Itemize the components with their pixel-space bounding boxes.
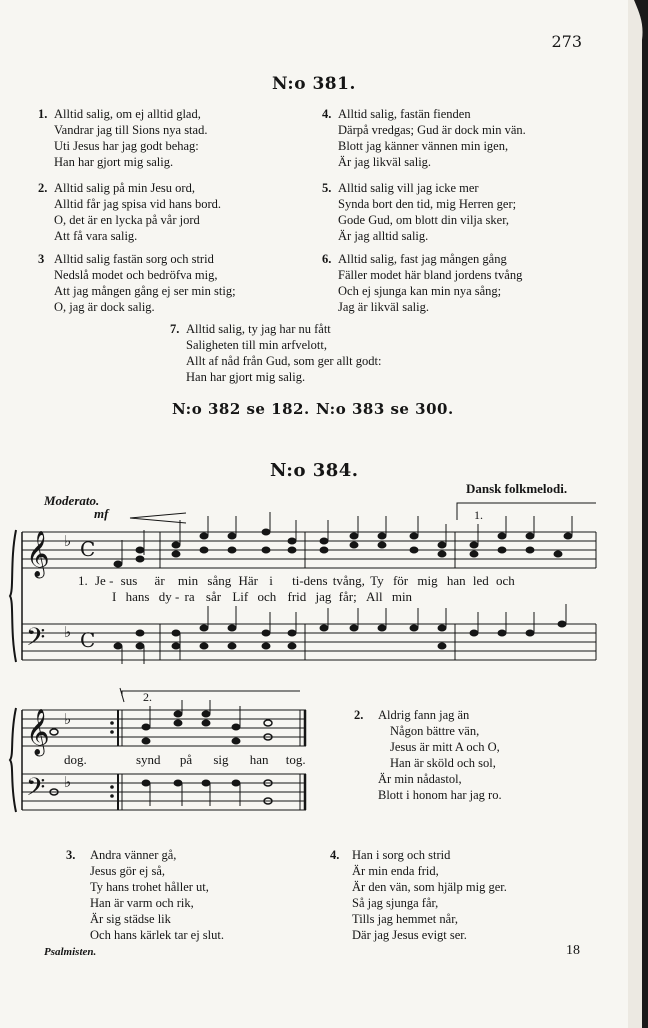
lyric-syllable: mig [417, 573, 438, 588]
verse-number: 3. [66, 848, 76, 862]
verse-line: Ty hans trohet håller ut, [90, 880, 209, 894]
svg-text:𝄞: 𝄞 [26, 531, 50, 577]
lyrics-line-3 [136, 752, 306, 768]
verse-line: Är sig städse lik [90, 912, 171, 926]
verse-line: Andra vänner gå, [90, 848, 177, 862]
verse-line: Synda bort den tid, mig Herren ger; [338, 197, 517, 211]
lyric-syllable: tvång, [332, 573, 365, 588]
verse-number: 1. [38, 107, 48, 121]
lyric-syllable: han [249, 752, 269, 767]
lyric-syllable: All [365, 589, 383, 604]
verse-line: Saligheten till min arfvelott, [186, 338, 327, 352]
lyric-syllable: 1. [78, 573, 88, 588]
volta-1-label: 1. [474, 508, 483, 522]
verse-line: Han är varm och rik, [90, 896, 194, 910]
verse-line: Han är sköld och sol, [390, 756, 496, 770]
lyric-syllable: ti- [292, 573, 304, 588]
footer-signature-number: 18 [566, 943, 580, 958]
verse-line: Aldrig fann jag än [378, 708, 470, 722]
lyric-syllable: ra [184, 589, 195, 604]
verse-line: Alltid salig, fastän fienden [338, 107, 471, 121]
hymn-381-title: N:o 381. [272, 74, 356, 94]
dynamic-marking: mf [94, 506, 109, 521]
reference-383: N:o 383 se 300. [316, 400, 454, 418]
svg-text:♭: ♭ [64, 773, 72, 791]
verse-line: Alltid salig, ty jag har nu fått [186, 322, 331, 336]
lyrics-line-2 [112, 589, 412, 605]
svg-text:𝄞: 𝄞 [26, 709, 50, 755]
svg-text:♭: ♭ [64, 623, 72, 641]
lyric-syllable: är [154, 573, 165, 588]
verse-line: Alltid salig på min Jesu ord, [54, 181, 195, 195]
verse-line: Jesus gör ej så, [90, 864, 165, 878]
verse-line: Att få vara salig. [54, 229, 138, 243]
lyric-syllable: tog. [285, 752, 306, 767]
verse-number: 4. [330, 848, 340, 862]
lyric-syllable: sång [207, 573, 232, 588]
lyric-syllable: och [257, 589, 277, 604]
lyric-syllable: sig [213, 752, 229, 767]
svg-text:C: C [80, 628, 96, 652]
lyric-syllable: och [496, 573, 515, 588]
lyric-syllable: min [177, 573, 199, 588]
verse-line: Och hans kärlek tar ej slut. [90, 928, 224, 942]
reference-382: N:o 382 se 182. [172, 400, 310, 418]
verse-line: Där jag Jesus evigt ser. [352, 928, 467, 942]
verse-line: Att jag mången gång ej ser min stig; [54, 284, 236, 298]
hymn-384-verse-4 [330, 847, 507, 943]
verse-line: O, det är en lycka på vår jord [54, 213, 200, 227]
verse-line: Alltid salig vill jag icke mer [338, 181, 479, 195]
verse-line: Han har gjort mig salig. [186, 370, 306, 384]
verse-line: Är min enda frid, [352, 864, 439, 878]
verse-line: Vandrar jag till Sions nya stad. [54, 123, 208, 137]
lyric-syllable: på [179, 752, 193, 767]
verse-line: Han har gjort mig salig. [54, 155, 174, 169]
lyrics-line-1 [78, 573, 515, 589]
verse-line: O, jag är dock salig. [54, 300, 155, 314]
composer-credit: Dansk folkmelodi. [466, 481, 568, 496]
lyric-syllable: får; [338, 589, 357, 604]
verse-line: Nedslå modet och bedröfva mig, [54, 268, 218, 282]
verse-line: Alltid salig, om ej alltid glad, [54, 107, 201, 121]
verse-line: Alltid salig, fast jag mången gång [338, 252, 507, 266]
verse-line: Så jag sjunga får, [352, 896, 439, 910]
lyric-syllable: I [112, 589, 117, 604]
verse-number: 7. [170, 322, 180, 336]
verse-line: Blott i honom har jag ro. [378, 788, 502, 802]
verse-line: Blott jag känner vännen min igen, [338, 139, 509, 153]
verse-line: Tills jag hemmet når, [352, 912, 458, 926]
lyric-syllable: han [446, 573, 466, 588]
verse-line: Är min nådastol, [378, 772, 462, 786]
svg-text:𝄢: 𝄢 [26, 623, 46, 658]
lyric-syllable: led [472, 573, 489, 588]
lyric-syllable: Ty [370, 573, 384, 588]
lyric-syllable: i [269, 573, 273, 588]
lyric-syllable: jag [315, 589, 332, 604]
svg-text:𝄢: 𝄢 [26, 773, 46, 808]
verse-line: Uti Jesus har jag godt behag: [54, 139, 199, 153]
verse-number: 2. [38, 181, 48, 195]
verse-line: Alltid får jag spisa vid hans bord. [54, 197, 221, 211]
lyric-syllable: min [391, 589, 413, 604]
verse-line: Alltid salig fastän sorg och strid [54, 252, 214, 266]
verse-line: Är jag likväl salig. [338, 155, 432, 169]
lyric-syllable: synd [136, 752, 161, 767]
verse-line: Är jag alltid salig. [338, 229, 429, 243]
bass-staff-1 [22, 624, 596, 660]
hymn-384-title: N:o 384. [270, 460, 359, 481]
lyric-syllable: Lif [232, 589, 249, 604]
verse-line: Han i sorg och strid [352, 848, 451, 862]
verse-number: 3 [38, 252, 45, 266]
lyric-syllable: sus [120, 573, 138, 588]
treble-staff-1 [22, 532, 596, 568]
lyric-syllable: dens [303, 573, 328, 588]
verse-line: Är den vän, som hjälp mig ger. [352, 880, 507, 894]
verse-line: Därpå vredgas; Gud är dock min vän. [338, 123, 526, 137]
lyric-syllable: sår [205, 589, 222, 604]
lyric-syllable: dog. [64, 752, 87, 767]
tempo-marking: Moderato. [44, 493, 100, 508]
hymn-384-verse-3 [66, 847, 224, 943]
lyric-syllable: för [392, 573, 409, 588]
lyric-syllable: Här [238, 573, 258, 588]
verse-number: 6. [322, 252, 332, 266]
footer-book-title: Psalmisten. [44, 946, 97, 958]
svg-text:♭: ♭ [64, 710, 72, 728]
page-number: 273 [551, 32, 582, 51]
verse-line: Gode Gud, om blott din vilja sker, [338, 213, 510, 227]
lyric-syllable: hans [125, 589, 150, 604]
verse-line: Och ej sjunga kan min nya sång; [338, 284, 502, 298]
lyric-syllable: dy - [158, 589, 180, 604]
verse-line: Någon bättre vän, [390, 724, 480, 738]
verse-line: Jag är likväl salig. [338, 300, 429, 314]
verse-number: 5. [322, 181, 332, 195]
verse-number: 2. [354, 708, 364, 722]
svg-text:C: C [80, 537, 96, 561]
volta-2-label: 2. [143, 690, 152, 704]
verse-line: Jesus är mitt A och O, [390, 740, 500, 754]
svg-text:♭: ♭ [64, 532, 72, 550]
hymn-384-verse-2 [354, 707, 502, 803]
lyric-syllable: frid [287, 589, 307, 604]
lyric-syllable: Je - [95, 573, 114, 588]
verse-line: Allt af nåd från Gud, som ger allt godt: [186, 354, 382, 368]
verse-line: Fäller modet här bland jordens tvång [338, 268, 523, 282]
verse-number: 4. [322, 107, 332, 121]
